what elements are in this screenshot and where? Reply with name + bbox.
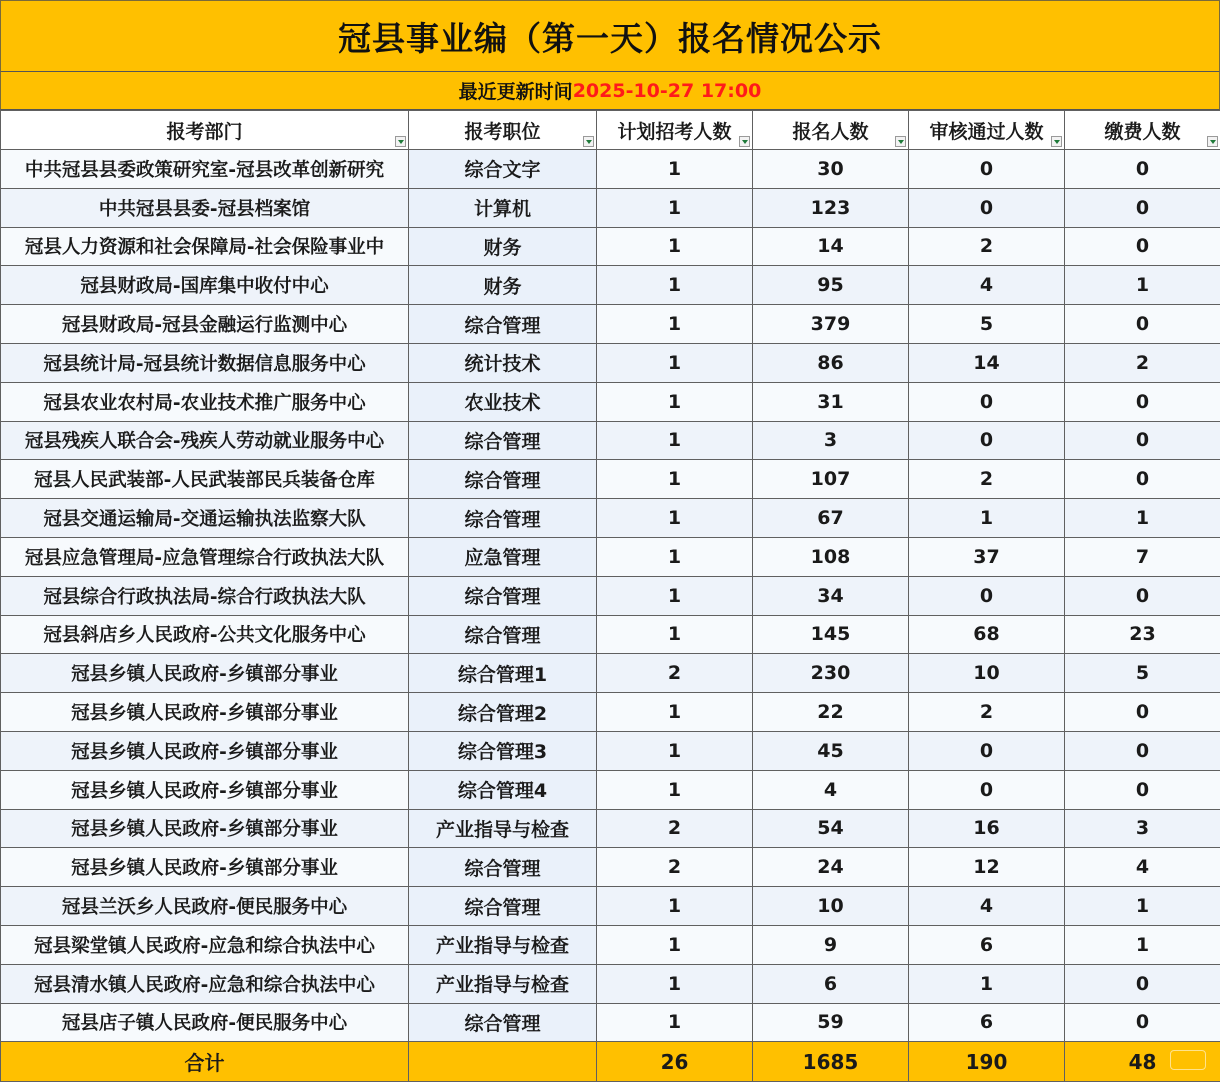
- cell-department: 冠县乡镇人民政府-乡镇部分事业: [1, 848, 409, 887]
- cell-applied: 6: [753, 964, 909, 1003]
- total-applied: 1685: [753, 1042, 909, 1082]
- cell-paid: 1: [1065, 925, 1220, 964]
- cell-approved: 14: [909, 343, 1065, 382]
- cell-applied: 9: [753, 925, 909, 964]
- cell-position: 综合管理2: [409, 693, 597, 732]
- cell-department: 冠县乡镇人民政府-乡镇部分事业: [1, 731, 409, 770]
- cell-plan: 2: [597, 654, 753, 693]
- table-row: [1, 770, 1220, 809]
- table-row: [1, 188, 1220, 227]
- cell-approved: 4: [909, 887, 1065, 926]
- update-time: 2025-10-27 17:00: [573, 80, 762, 102]
- cell-applied: 123: [753, 188, 909, 227]
- cell-department: 冠县兰沃乡人民政府-便民服务中心: [1, 887, 409, 926]
- cell-plan: 1: [597, 887, 753, 926]
- cell-plan: 1: [597, 382, 753, 421]
- cell-applied: 31: [753, 382, 909, 421]
- cell-applied: 22: [753, 693, 909, 732]
- cell-department: 冠县残疾人联合会-残疾人劳动就业服务中心: [1, 421, 409, 460]
- cell-plan: 1: [597, 925, 753, 964]
- cell-paid: 0: [1065, 770, 1220, 809]
- cell-position: 综合文字: [409, 150, 597, 189]
- total-row: [1, 1042, 1220, 1082]
- cell-department: 冠县应急管理局-应急管理综合行政执法大队: [1, 537, 409, 576]
- cell-paid: 1: [1065, 499, 1220, 538]
- cell-position: 产业指导与检查: [409, 925, 597, 964]
- cell-position: 综合管理: [409, 1003, 597, 1042]
- cell-position: 产业指导与检查: [409, 964, 597, 1003]
- header-row: [1, 111, 1220, 150]
- cell-position: 综合管理: [409, 499, 597, 538]
- cell-department: 冠县综合行政执法局-综合行政执法大队: [1, 576, 409, 615]
- cell-paid: 0: [1065, 693, 1220, 732]
- table-row: [1, 848, 1220, 887]
- cell-plan: 1: [597, 150, 753, 189]
- header-approved-count: 审核通过人数: [909, 111, 1065, 150]
- cell-approved: 6: [909, 1003, 1065, 1042]
- cell-department: 中共冠县县委政策研究室-冠县改革创新研究: [1, 150, 409, 189]
- cell-applied: 45: [753, 731, 909, 770]
- table-row: [1, 227, 1220, 266]
- cell-paid: 1: [1065, 887, 1220, 926]
- cell-department: 冠县农业农村局-农业技术推广服务中心: [1, 382, 409, 421]
- cell-plan: 1: [597, 305, 753, 344]
- total-position: [409, 1042, 597, 1082]
- cell-plan: 1: [597, 188, 753, 227]
- filter-dropdown-icon[interactable]: [895, 136, 906, 147]
- cell-position: 综合管理: [409, 305, 597, 344]
- total-paid: 48: [1065, 1042, 1220, 1082]
- cell-position: 财务: [409, 266, 597, 305]
- cell-department: 冠县统计局-冠县统计数据信息服务中心: [1, 343, 409, 382]
- cell-department: 冠县乡镇人民政府-乡镇部分事业: [1, 809, 409, 848]
- cell-approved: 12: [909, 848, 1065, 887]
- table-row: [1, 925, 1220, 964]
- cell-department: 冠县人民武装部-人民武装部民兵装备仓库: [1, 460, 409, 499]
- cell-department: 冠县财政局-冠县金融运行监测中心: [1, 305, 409, 344]
- cell-approved: 0: [909, 188, 1065, 227]
- cell-plan: 2: [597, 809, 753, 848]
- header-applied-count: 报名人数: [753, 111, 909, 150]
- cell-position: 综合管理: [409, 887, 597, 926]
- cell-approved: 37: [909, 537, 1065, 576]
- cell-paid: 0: [1065, 382, 1220, 421]
- cell-approved: 0: [909, 421, 1065, 460]
- cell-position: 综合管理: [409, 615, 597, 654]
- cell-applied: 107: [753, 460, 909, 499]
- table-body: [1, 150, 1220, 1042]
- cell-approved: 0: [909, 150, 1065, 189]
- cell-department: 冠县乡镇人民政府-乡镇部分事业: [1, 654, 409, 693]
- cell-applied: 230: [753, 654, 909, 693]
- table-row: [1, 382, 1220, 421]
- cell-applied: 86: [753, 343, 909, 382]
- cell-plan: 2: [597, 848, 753, 887]
- cell-approved: 2: [909, 460, 1065, 499]
- cell-position: 综合管理3: [409, 731, 597, 770]
- table-row: [1, 537, 1220, 576]
- cell-plan: 1: [597, 343, 753, 382]
- cell-plan: 1: [597, 693, 753, 732]
- cell-department: 冠县乡镇人民政府-乡镇部分事业: [1, 770, 409, 809]
- cell-plan: 1: [597, 615, 753, 654]
- cell-approved: 0: [909, 576, 1065, 615]
- cell-position: 应急管理: [409, 537, 597, 576]
- cell-applied: 95: [753, 266, 909, 305]
- cell-department: 冠县人力资源和社会保障局-社会保险事业中: [1, 227, 409, 266]
- cell-approved: 2: [909, 693, 1065, 732]
- cell-department: 冠县交通运输局-交通运输执法监察大队: [1, 499, 409, 538]
- registration-table: [0, 110, 1220, 1082]
- cell-applied: 108: [753, 537, 909, 576]
- cell-position: 综合管理: [409, 421, 597, 460]
- cell-plan: 1: [597, 227, 753, 266]
- cell-approved: 5: [909, 305, 1065, 344]
- cell-paid: 0: [1065, 576, 1220, 615]
- cell-department: 中共冠县县委-冠县档案馆: [1, 188, 409, 227]
- table-row: [1, 1003, 1220, 1042]
- cell-paid: 0: [1065, 1003, 1220, 1042]
- cell-paid: 0: [1065, 188, 1220, 227]
- filter-dropdown-icon[interactable]: [1207, 136, 1218, 147]
- cell-plan: 1: [597, 537, 753, 576]
- cell-position: 综合管理: [409, 848, 597, 887]
- cell-approved: 0: [909, 770, 1065, 809]
- cell-plan: 1: [597, 964, 753, 1003]
- filter-dropdown-icon[interactable]: [395, 136, 406, 147]
- cell-applied: 4: [753, 770, 909, 809]
- filter-dropdown-icon[interactable]: [583, 136, 594, 147]
- cell-plan: 1: [597, 460, 753, 499]
- table-row: [1, 576, 1220, 615]
- cell-approved: 6: [909, 925, 1065, 964]
- cell-applied: 59: [753, 1003, 909, 1042]
- cell-paid: 1: [1065, 266, 1220, 305]
- cell-paid: 23: [1065, 615, 1220, 654]
- cell-paid: 0: [1065, 460, 1220, 499]
- table-row: [1, 809, 1220, 848]
- cell-applied: 14: [753, 227, 909, 266]
- table-row: [1, 266, 1220, 305]
- cell-position: 综合管理1: [409, 654, 597, 693]
- cell-position: 综合管理: [409, 576, 597, 615]
- cell-plan: 1: [597, 1003, 753, 1042]
- cell-position: 综合管理4: [409, 770, 597, 809]
- table-row: [1, 964, 1220, 1003]
- cell-paid: 2: [1065, 343, 1220, 382]
- total-label: 合计: [1, 1042, 409, 1082]
- table-row: [1, 693, 1220, 732]
- cell-plan: 1: [597, 731, 753, 770]
- cell-position: 综合管理: [409, 460, 597, 499]
- cell-paid: 0: [1065, 421, 1220, 460]
- total-approved: 190: [909, 1042, 1065, 1082]
- cell-approved: 0: [909, 382, 1065, 421]
- cell-approved: 68: [909, 615, 1065, 654]
- total-plan: 26: [597, 1042, 753, 1082]
- cell-paid: 7: [1065, 537, 1220, 576]
- header-paid-count: 缴费人数: [1065, 111, 1220, 150]
- cell-plan: 1: [597, 576, 753, 615]
- table-row: [1, 421, 1220, 460]
- table-row: [1, 343, 1220, 382]
- cell-department: 冠县财政局-国库集中收付中心: [1, 266, 409, 305]
- cell-plan: 1: [597, 499, 753, 538]
- table-row: [1, 731, 1220, 770]
- cell-department: 冠县梁堂镇人民政府-应急和综合执法中心: [1, 925, 409, 964]
- cell-department: 冠县斜店乡人民政府-公共文化服务中心: [1, 615, 409, 654]
- header-plan-count: 计划招考人数: [597, 111, 753, 150]
- cell-applied: 379: [753, 305, 909, 344]
- cell-applied: 24: [753, 848, 909, 887]
- table-row: [1, 460, 1220, 499]
- page-title: 冠县事业编（第一天）报名情况公示: [338, 13, 882, 60]
- cell-paid: 3: [1065, 809, 1220, 848]
- cell-department: 冠县乡镇人民政府-乡镇部分事业: [1, 693, 409, 732]
- cell-paid: 0: [1065, 305, 1220, 344]
- cell-applied: 67: [753, 499, 909, 538]
- header-department: 报考部门: [1, 111, 409, 150]
- cell-approved: 1: [909, 499, 1065, 538]
- cell-position: 农业技术: [409, 382, 597, 421]
- update-label: 最近更新时间: [459, 77, 573, 104]
- cell-applied: 30: [753, 150, 909, 189]
- update-time-bar: [0, 72, 1220, 110]
- cell-applied: 34: [753, 576, 909, 615]
- cell-approved: 1: [909, 964, 1065, 1003]
- cell-approved: 2: [909, 227, 1065, 266]
- cell-applied: 145: [753, 615, 909, 654]
- cell-approved: 4: [909, 266, 1065, 305]
- table-row: [1, 499, 1220, 538]
- cell-position: 财务: [409, 227, 597, 266]
- cell-approved: 10: [909, 654, 1065, 693]
- cell-approved: 16: [909, 809, 1065, 848]
- cell-paid: 0: [1065, 964, 1220, 1003]
- filter-dropdown-icon[interactable]: [739, 136, 750, 147]
- cell-plan: 1: [597, 421, 753, 460]
- cell-position: 计算机: [409, 188, 597, 227]
- cell-paid: 4: [1065, 848, 1220, 887]
- cell-paid: 0: [1065, 731, 1220, 770]
- table-row: [1, 654, 1220, 693]
- cell-applied: 3: [753, 421, 909, 460]
- cell-department: 冠县清水镇人民政府-应急和综合执法中心: [1, 964, 409, 1003]
- cell-position: 产业指导与检查: [409, 809, 597, 848]
- cell-position: 统计技术: [409, 343, 597, 382]
- filter-dropdown-icon[interactable]: [1051, 136, 1062, 147]
- table-row: [1, 887, 1220, 926]
- cell-paid: 5: [1065, 654, 1220, 693]
- watermark-icon: [1170, 1050, 1206, 1070]
- cell-approved: 0: [909, 731, 1065, 770]
- cell-plan: 1: [597, 266, 753, 305]
- table-row: [1, 305, 1220, 344]
- header-position: 报考职位: [409, 111, 597, 150]
- table-row: [1, 615, 1220, 654]
- cell-paid: 0: [1065, 150, 1220, 189]
- table-row: [1, 150, 1220, 189]
- title-bar: [0, 0, 1220, 72]
- cell-plan: 1: [597, 770, 753, 809]
- cell-applied: 54: [753, 809, 909, 848]
- cell-department: 冠县店子镇人民政府-便民服务中心: [1, 1003, 409, 1042]
- cell-paid: 0: [1065, 227, 1220, 266]
- cell-applied: 10: [753, 887, 909, 926]
